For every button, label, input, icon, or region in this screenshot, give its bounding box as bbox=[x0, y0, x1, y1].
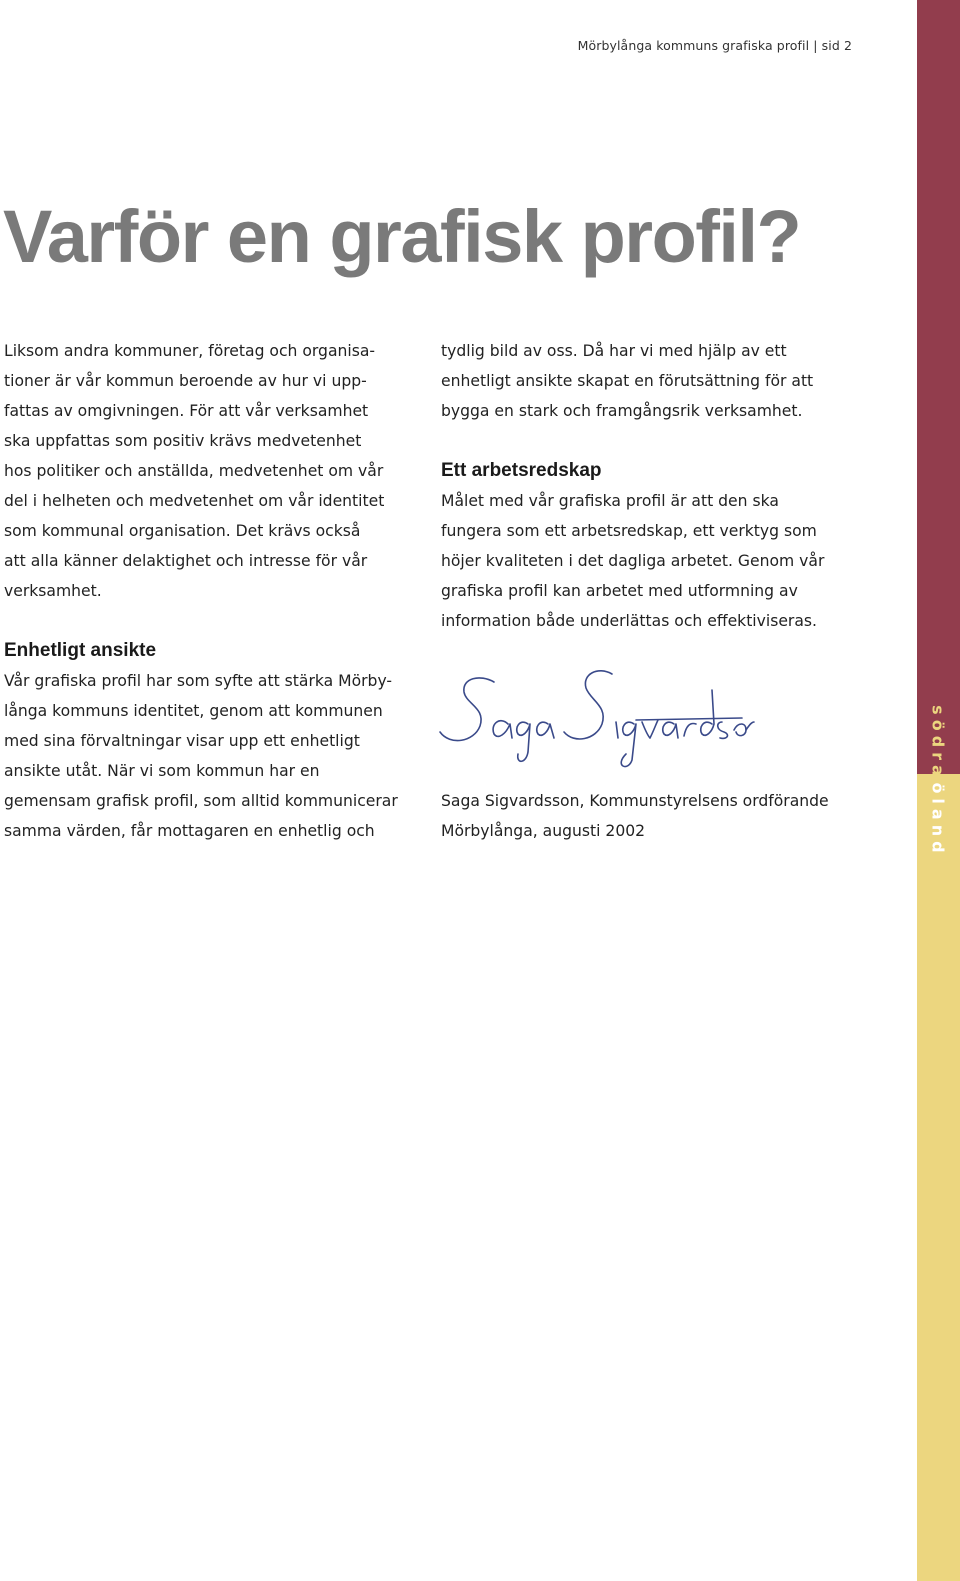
text-line: enhetligt ansikte skapat en förutsättning för att bbox=[441, 372, 814, 390]
text-line: del i helheten och medvetenhet om vår identitet bbox=[4, 492, 385, 510]
text-line: ska uppfattas som positiv krävs medvetenhet bbox=[4, 432, 362, 450]
text-line: att alla känner delaktighet och intresse för vår bbox=[4, 552, 368, 570]
signature-caption bbox=[441, 786, 829, 846]
text-line: Målet med vår grafiska profil är att den ska bbox=[441, 492, 779, 510]
text-line: grafiska profil kan arbetet med utformning av bbox=[441, 582, 798, 600]
section-heading-enhetligt-ansikte: Enhetligt ansikte bbox=[4, 640, 157, 661]
text-line: information både underlättas och effektiviseras. bbox=[441, 612, 817, 630]
continuation-paragraph bbox=[441, 336, 871, 426]
text-line: hos politiker och anställda, medvetenhet om vår bbox=[4, 462, 384, 480]
text-line: tydlig bild av oss. Då har vi med hjälp av ett bbox=[441, 342, 787, 360]
text-line: Vår grafiska profil har som syfte att stärka Mörby- bbox=[4, 672, 393, 690]
text-line: höjer kvaliteten i det dagliga arbetet. Genom vår bbox=[441, 552, 825, 570]
text-line: Liksom andra kommuner, företag och organisa- bbox=[4, 342, 376, 360]
signatory-name: Saga Sigvardsson, Kommunstyrelsens ordförande bbox=[441, 792, 829, 810]
text-line: tioner är vår kommun beroende av hur vi upp- bbox=[4, 372, 367, 390]
signature-place-date: Mörbylånga, augusti 2002 bbox=[441, 822, 646, 840]
text-line: fattas av omgivningen. För att vår verksamhet bbox=[4, 402, 369, 420]
page-header: Mörbylånga kommuns grafiska profil | sid 2 bbox=[577, 38, 852, 53]
text-line: gemensam grafisk profil, som alltid kommunicerar bbox=[4, 792, 398, 810]
sidebar-word-sodra: södra bbox=[928, 705, 948, 781]
text-line: fungera som ett arbetsredskap, ett verktyg som bbox=[441, 522, 817, 540]
text-line: samma värden, får mottagaren en enhetlig och bbox=[4, 822, 375, 840]
intro-paragraph bbox=[4, 336, 419, 606]
text-line: långa kommuns identitet, genom att kommunen bbox=[4, 702, 383, 720]
section-paragraph bbox=[441, 486, 871, 636]
text-line: som kommunal organisation. Det krävs också bbox=[4, 522, 361, 540]
text-line: med sina förvaltningar visar upp ett enhetligt bbox=[4, 732, 360, 750]
text-line: bygga en stark och framgångsrik verksamhet. bbox=[441, 402, 803, 420]
sidebar-word-oland: öland bbox=[928, 782, 948, 858]
section-heading-ett-arbetsredskap: Ett arbetsredskap bbox=[441, 460, 602, 481]
handwritten-signature bbox=[436, 660, 756, 780]
text-line: verksamhet. bbox=[4, 582, 102, 600]
left-column bbox=[4, 336, 419, 846]
page-title: Varför en grafisk profil? bbox=[3, 195, 801, 278]
right-column bbox=[441, 336, 871, 636]
text-line: ansikte utåt. När vi som kommun har en bbox=[4, 762, 320, 780]
sidebar-band-top bbox=[917, 0, 960, 774]
section-paragraph bbox=[4, 666, 419, 846]
sidebar-band-bottom bbox=[917, 774, 960, 1581]
